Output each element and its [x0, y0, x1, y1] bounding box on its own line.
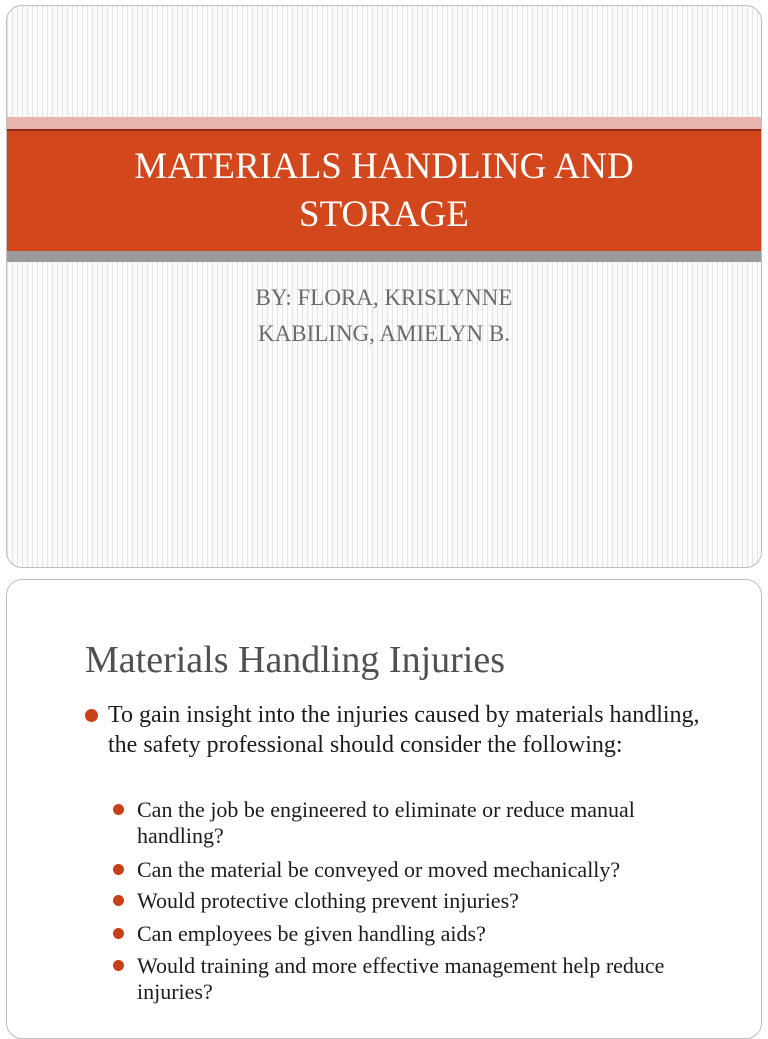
- sub-bullet: [113, 888, 713, 914]
- sub-bullet-text: Can the material be conveyed or moved mechanically?: [137, 857, 621, 882]
- content-slide: [6, 579, 762, 1039]
- sub-bullet: [113, 921, 713, 947]
- title-band: [7, 131, 761, 251]
- sub-bullet: [113, 857, 713, 883]
- content-slide-title: Materials Handling Injuries: [85, 639, 506, 681]
- bullet-dot-icon: [113, 895, 124, 906]
- bullet-dot-icon: [85, 709, 98, 722]
- main-bullet-text: To gain insight into the injuries caused by materials handling, the safety professional should consider the following:: [108, 702, 700, 758]
- sub-bullet-text: Can the job be engineered to eliminate or reduce manual handling?: [137, 797, 635, 848]
- bullet-dot-icon: [113, 804, 124, 815]
- slide-title-line-2: STORAGE: [299, 194, 469, 235]
- sub-bullet: [113, 797, 713, 849]
- bullet-dot-icon: [113, 928, 124, 939]
- bullet-dot-icon: [113, 960, 124, 971]
- title-band-bottom-stripe: [7, 251, 761, 262]
- title-slide: [6, 5, 762, 568]
- sub-bullet: [113, 953, 713, 1005]
- slide-title-line-1: MATERIALS HANDLING AND: [134, 145, 634, 187]
- bullet-dot-icon: [113, 864, 124, 875]
- main-bullet: [85, 700, 725, 760]
- title-band-top-stripe: [7, 117, 761, 129]
- sub-bullet-text: Can employees be given handling aids?: [137, 921, 486, 946]
- slide-title: [74, 143, 694, 239]
- sub-bullet-text: Would protective clothing prevent injuries?: [137, 888, 519, 913]
- subtitle-line-2: KABILING, AMIELYN B.: [258, 321, 510, 346]
- slide-subtitle: [7, 280, 761, 352]
- sub-bullet-text: Would training and more effective management help reduce injuries?: [137, 953, 665, 1004]
- subtitle-line-1: BY: FLORA, KRISLYNNE: [255, 285, 513, 310]
